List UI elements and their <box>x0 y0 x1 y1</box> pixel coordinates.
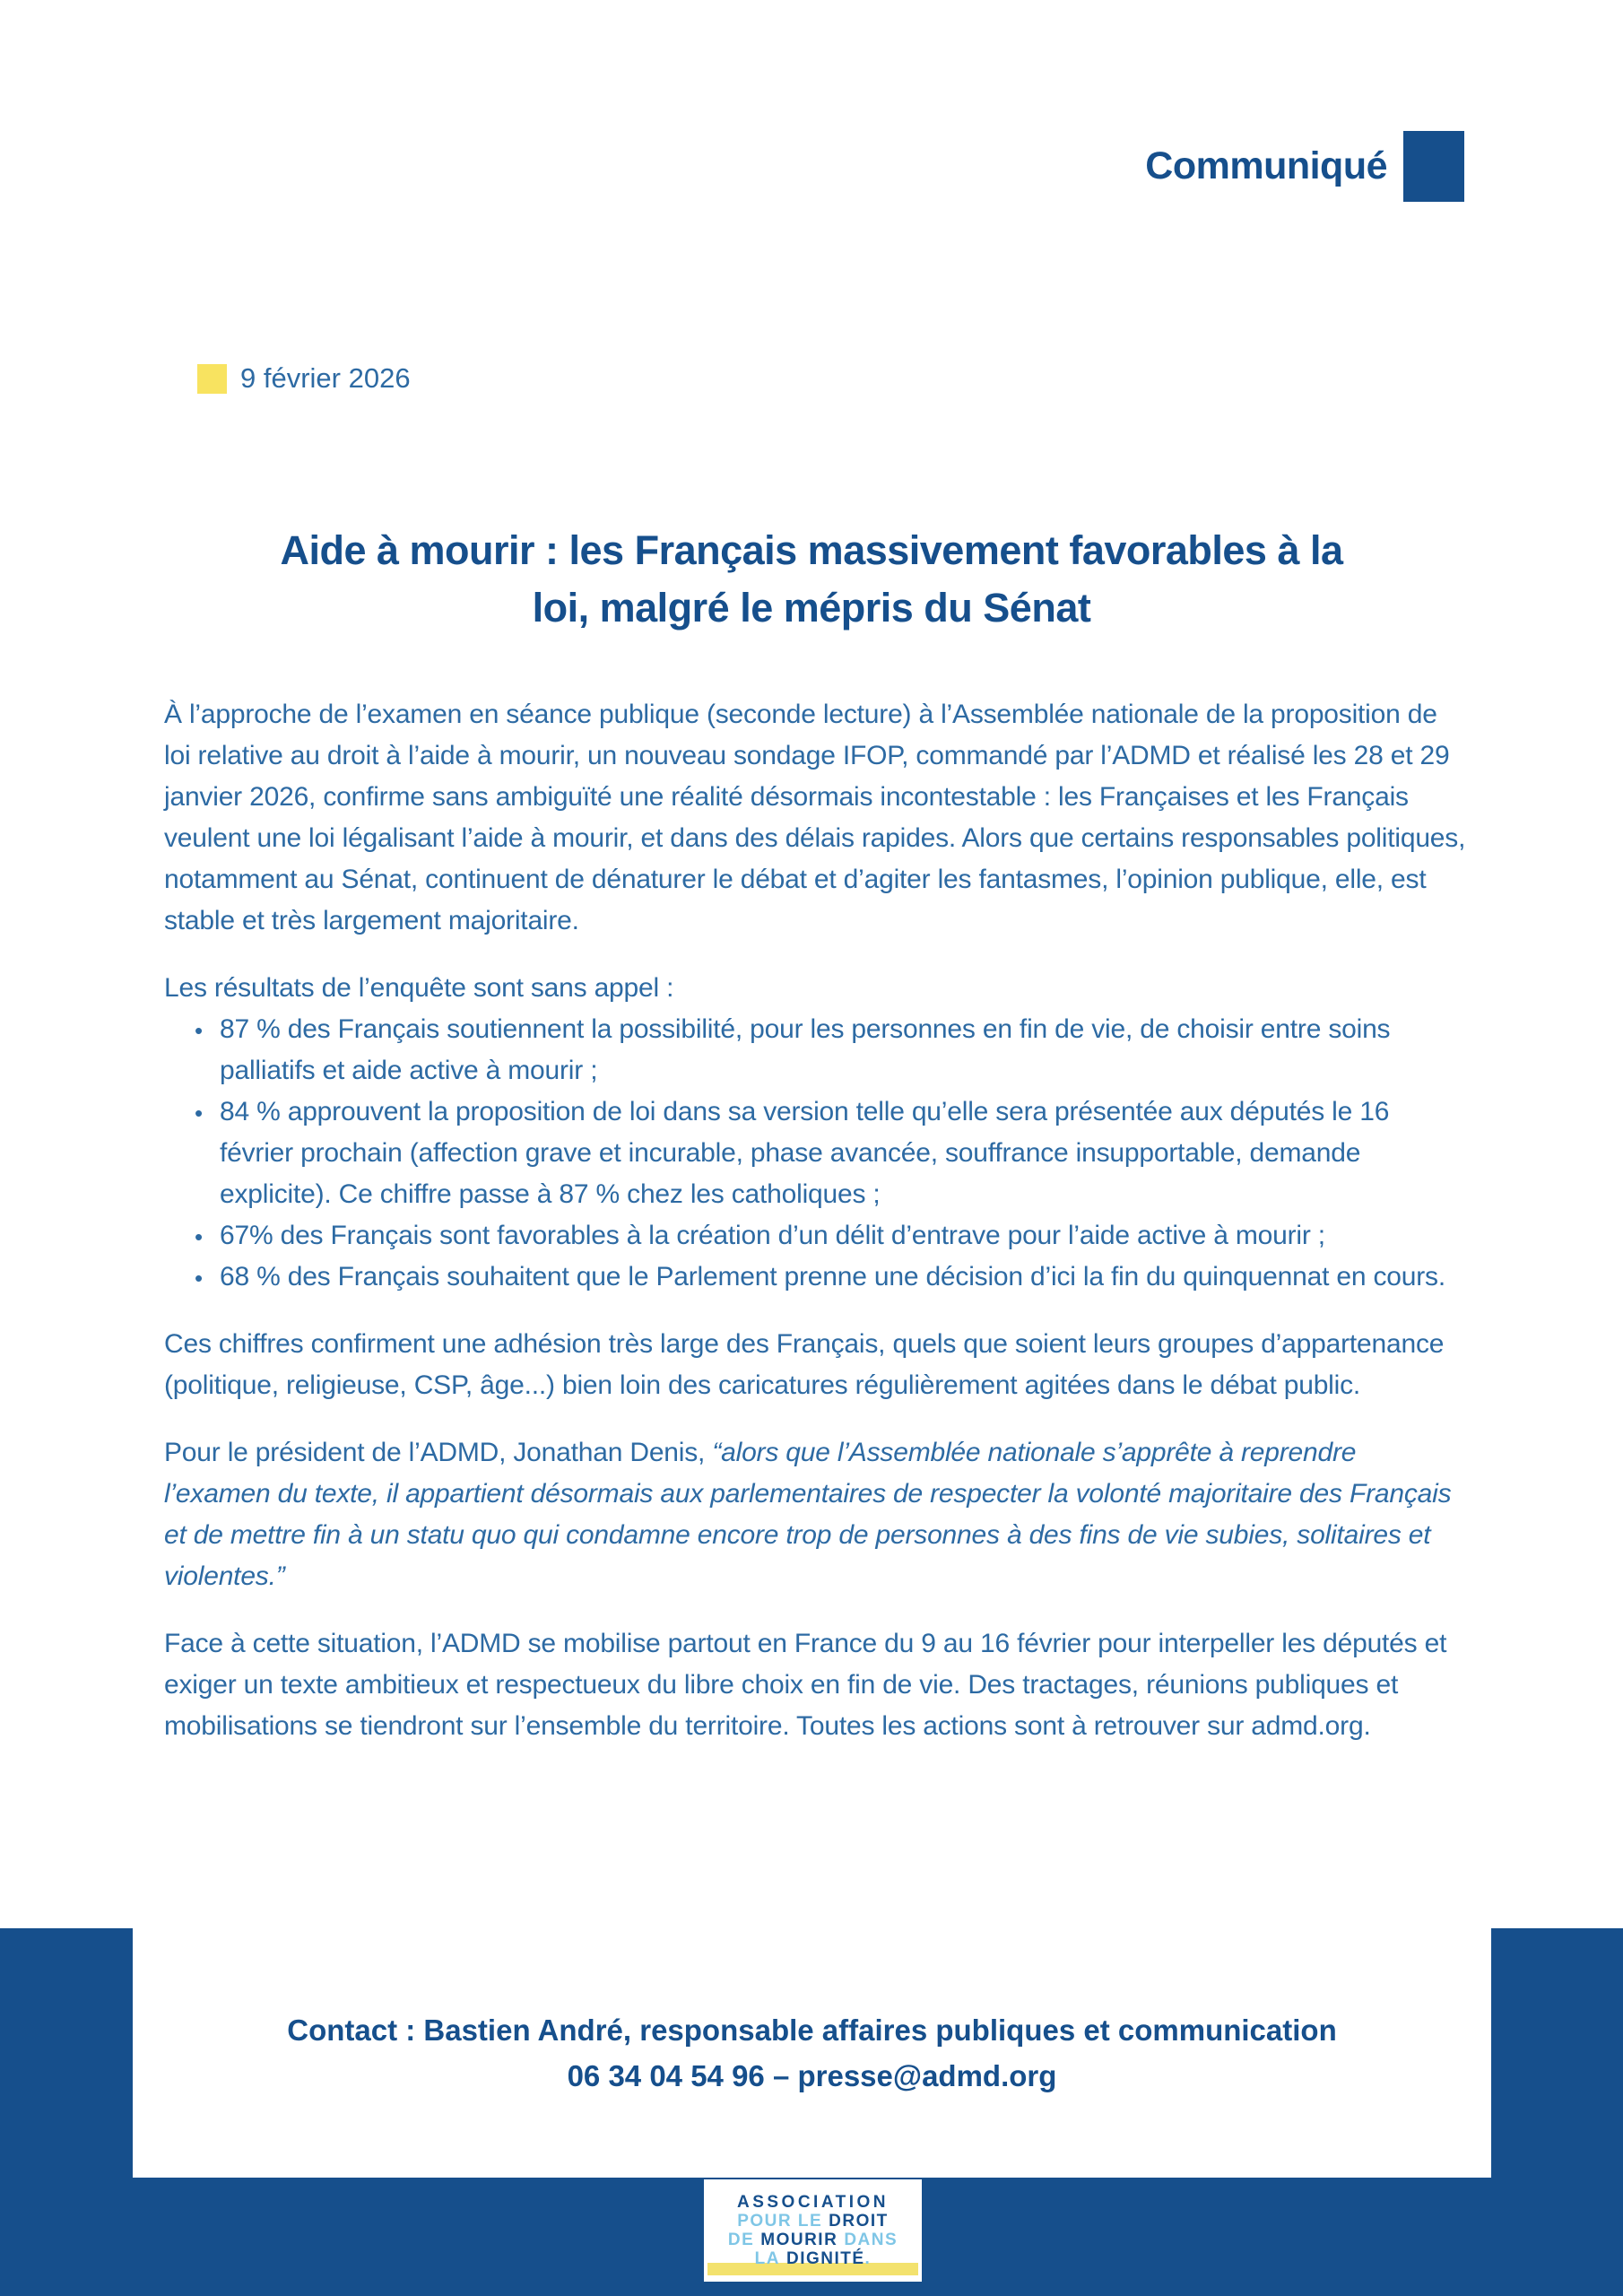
list-item: • 84 % approuvent la proposition de loi dans sa version telle qu’elle sera présentée aux députés le 16 février prochain (affection grave et incurable, phase avancée, souffrance insupportable, demande explicite). Ce chiffre passe à 87 % chez les catholiques ; <box>164 1091 1466 1215</box>
contact-line-1: Contact : Bastien André, responsable affaires publiques et communication <box>287 2013 1337 2047</box>
list-item: • 67% des Français sont favorables à la création d’un délit d’entrave pour l’aide active à mourir ; <box>164 1215 1466 1257</box>
list-item: • 68 % des Français souhaitent que le Parlement prenne une décision d’ici la fin du quinquennat en cours. <box>164 1257 1466 1298</box>
quote-paragraph <box>164 1432 1466 1597</box>
page-title-line1: Aide à mourir : les Français massivement favorables à la <box>280 527 1343 574</box>
navy-square-icon <box>1403 131 1464 202</box>
logo-line-3: DE MOURIR DANS <box>727 2231 898 2249</box>
page-title-line2: loi, malgré le mépris du Sénat <box>532 585 1091 631</box>
yellow-square-icon <box>197 364 227 394</box>
page-title <box>81 522 1542 637</box>
logo-line-2: POUR LE DROIT <box>737 2212 889 2231</box>
admd-logo <box>704 2179 922 2282</box>
list-item: • 87 % des Français soutiennent la possibilité, pour les personnes en fin de vie, de choisir entre soins palliatifs et aide active à mourir ; <box>164 1009 1466 1091</box>
date-row <box>197 362 411 395</box>
body-paragraph-3: Face à cette situation, l’ADMD se mobilise partout en France du 9 au 16 février pour interpeller les députés et exiger un texte ambitieux et respectueux du libre choix en fin de vie. Des tractages, réunions publiques et mobilisations se tiendront sur l’ensemble du territoire. Toutes les actions sont à retrouver sur admd.org. <box>164 1629 1447 1741</box>
body-text <box>164 694 1466 1773</box>
logo-line-4: LA DIGNITÉ. <box>754 2249 872 2268</box>
logo-line-1: ASSOCIATION <box>736 2193 890 2212</box>
contact-block <box>133 1928 1491 2178</box>
date-text: 9 février 2026 <box>240 362 411 394</box>
president-quote: “alors que l’Assemblée nationale s’apprête à reprendre l’examen du texte, il appartient désormais aux parlementaires de respecter la volonté majoritaire des Français et de mettre fin à un statu quo qui condamne encore trop de personnes à des fins de vie subies, solitaires et violentes.” <box>164 1438 1452 1591</box>
communique-header <box>1145 131 1464 202</box>
results-bullet-list <box>164 1009 1466 1298</box>
body-paragraph-2: Ces chiffres confirment une adhésion très large des Français, quels que soient leurs groupes d’appartenance (politique, religieuse, CSP, âge...) bien loin des caricatures régulièrement agitées dans le débat public. <box>164 1329 1445 1400</box>
list-intro: Les résultats de l’enquête sont sans appel : <box>164 973 674 1003</box>
communique-label: Communiqué <box>1145 144 1387 187</box>
contact-line-2: 06 34 04 54 96 – presse@admd.org <box>567 2058 1057 2092</box>
quote-intro: Pour le président de l’ADMD, Jonathan Denis, <box>164 1438 713 1467</box>
body-paragraph-1: À l’approche de l’examen en séance publique (seconde lecture) à l’Assemblée nationale de la proposition de loi relative au droit à l’aide à mourir, un nouveau sondage IFOP, commandé par l’ADMD et réalisé les 28 et 29 janvier 2026, confirme sans ambiguïté une réalité désormais incontestable : les Françaises et les Français veulent une loi légalisant l’aide à mourir, et dans des délais rapides. Alors que certains responsables politiques, notamment au Sénat, continuent de dénaturer le débat et d’agiter les fantasmes, l’opinion publique, elle, est stable et très largement majoritaire. <box>164 700 1466 935</box>
